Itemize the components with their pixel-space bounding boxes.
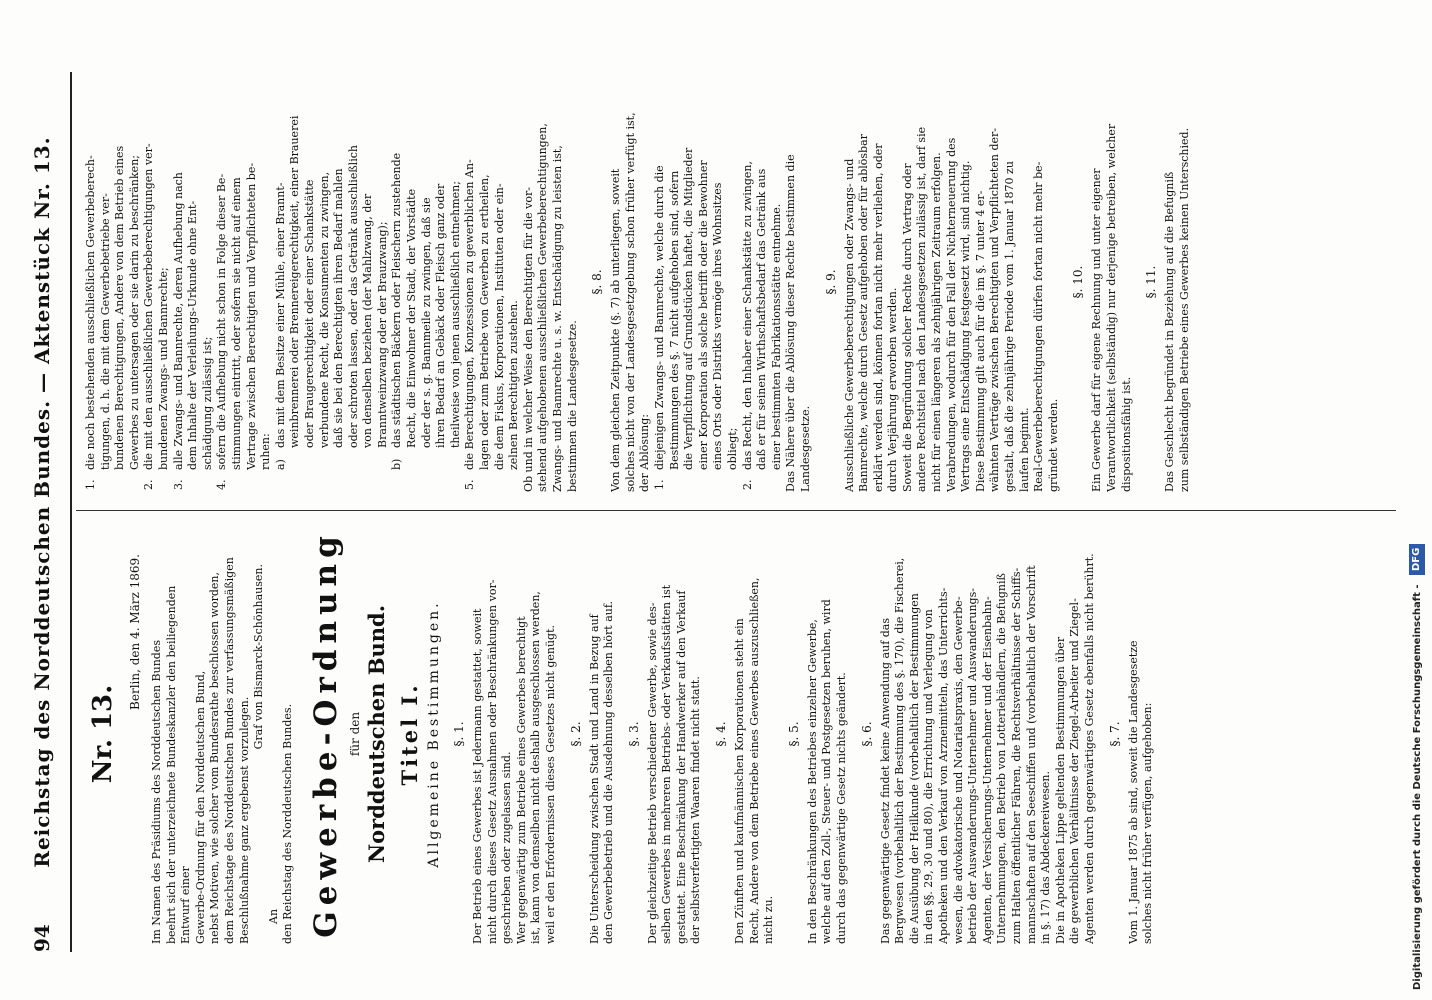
paragraph-body	[733, 524, 777, 944]
text-line: Das gegenwärtige Gesetz findet keine Anwendung auf das	[878, 617, 892, 944]
paragraph-body	[646, 524, 704, 944]
text-line: andere Rechtstitel nach den Landesgesetzen zulässig ist, darf sie	[915, 126, 929, 492]
text-line: von denselben beziehen (der Mahlzwang, der	[361, 193, 375, 448]
law-title: Gewerbe-Ordnung	[307, 530, 344, 938]
item-label: a)	[273, 459, 287, 470]
item-label: 4.	[215, 479, 229, 490]
addressee-prefix: An	[266, 908, 280, 924]
text-line: Soweit die Begründung solcher Rechte durch Vertrag oder	[900, 163, 914, 492]
text-line: die noch bestehenden ausschließlichen Gewerbeberech-	[84, 155, 97, 470]
text-line: der selbstverfertigten Waaren findet nicht statt.	[689, 676, 703, 944]
text-line: daß sie bei den Berechtigten ihren Bedarf mahlen	[332, 168, 346, 448]
column-divider	[76, 510, 1396, 511]
text-line: gestalt, daß die zehnjährige Periode vom 1. Januar 1870 zu	[1003, 161, 1017, 492]
paragraph-7-items	[84, 72, 522, 492]
text-line: Vom 1. Januar 1875 ab sind, soweit die Landesgesetze	[1126, 640, 1140, 944]
paragraph-body	[471, 524, 559, 944]
running-head-title: Reichstag des Norddeutschen Bundes.	[30, 399, 54, 868]
text-line: Die in Apotheken Lippe geltenden Bestimmungen über	[1053, 636, 1067, 944]
left-paragraphs	[452, 524, 1156, 944]
text-line: bundenen Berechtigungen, Andere von dem Betrieb eines	[113, 145, 127, 470]
text-line: eines Orts oder Distrikts vermöge ihres Wohnsitzes	[711, 182, 725, 470]
text-line: oder Braugerechtigkeit oder einer Schankstätte	[302, 179, 316, 448]
text-line: Gewerbes zu untersagen oder sie darin zu beschränken;	[127, 155, 141, 470]
text-line: obliegt;	[725, 427, 739, 470]
text-line: Vertrags eine Entschädigung festgesetzt wird, sind nichtig.	[959, 160, 973, 492]
text-line: gründet werden.	[1046, 398, 1060, 492]
text-line: Ausschließliche Gewerbeberechtigungen oder Zwangs- und	[842, 158, 856, 492]
paragraph-body	[588, 524, 617, 944]
document-number-title: Nr. 13.	[88, 684, 118, 784]
item-body	[463, 72, 521, 492]
enumerated-item	[274, 72, 391, 492]
text-line: Ob und in welcher Weise den Berechtigten für die vor-	[521, 187, 535, 492]
text-line: Bergwesen (vorbehaltlich der Bestimmung des §. 170), die Fischerei,	[893, 557, 907, 944]
text-line: Branntweinzwang oder der Brauzwang);	[375, 221, 389, 448]
text-line: sofern die Aufhebung nicht schon in Folge dieser Be-	[215, 173, 229, 470]
text-line: die Berechtigungen, Konzessionen zu gewerblichen An-	[463, 159, 477, 470]
text-line: welche auf den Zoll-, Steuer- und Postgesetzen beruhen, wird	[820, 599, 834, 944]
text-line: stehend aufgehobenen ausschließlichen Gewerbeberechtigungen,	[536, 123, 550, 492]
text-line: In den Beschränkungen des Betriebes einzelner Gewerbe,	[805, 619, 819, 944]
text-line: Der gleichzeitige Betrieb verschiedener Gewerbe, sowie des-	[645, 602, 659, 944]
law-subtitle-2: Norddeutschen Bund.	[363, 604, 389, 864]
paragraph-heading: §. 7.	[1107, 721, 1122, 747]
text-line: Real-Gewerbeberechtigungen dürfen fortan nicht mehr be-	[1032, 161, 1046, 492]
paragraph-body	[879, 524, 1098, 944]
text-line: Agenten, der Versicherungs-Unternehmer und der Eisenbahn-	[980, 596, 994, 944]
text-line: Agenten werden durch gegenwärtiges Gesetz ebenfalls nicht berührt.	[1082, 553, 1096, 944]
text-line: die mit den ausschließlichen Gewerbeberechtigungen ver-	[142, 143, 156, 470]
text-line: oder der s. g. Bannmeile zu zwingen, daß sie	[419, 197, 433, 448]
text-line: Das Nähere über die Ablösung dieser Rechte bestimmen die	[784, 154, 798, 492]
text-line: zelnen Berechtigten zustehen.	[507, 300, 521, 470]
enumerated-item	[142, 72, 171, 492]
paragraph-body	[806, 524, 850, 944]
paragraph-heading: §. 11.	[1144, 265, 1159, 299]
item-label: 1.	[84, 479, 97, 490]
text-line: Bestimmungen des §. 7 nicht aufgehoben sind, sofern	[667, 170, 681, 470]
paragraph-body	[843, 72, 1062, 492]
text-line: Der Betrieb eines Gewerbes ist Jedermann gestattet, soweit	[470, 608, 484, 944]
item-body	[653, 72, 741, 492]
text-line: mannschaften auf den Seeschiffen und (vorbehaltlich der Vorschrift	[1024, 565, 1038, 944]
text-line: die Ausübung der Heilkunde (vorbehaltlich der Bestimmungen	[907, 593, 921, 944]
text-line: der Ablösung:	[638, 414, 652, 492]
text-line: bundenen Zwangs- und Bannrechte;	[156, 267, 170, 470]
paragraph-heading: §. 2.	[568, 721, 583, 747]
text-line: den Gewerbebetrieb und die Ausdehnung desselben hört auf.	[602, 600, 616, 944]
item-body	[274, 72, 391, 492]
item-body	[172, 72, 216, 492]
text-line: wähnten Verträge zwischen Berechtigten und Verpflichteten der-	[988, 128, 1002, 492]
text-line: Wer gegenwärtig zum Betriebe eines Gewerbes berechtigt	[514, 616, 528, 944]
text-line: das städtischen Bäckern oder Fleischern zustehende	[390, 152, 404, 448]
header-rule	[70, 72, 72, 952]
item-label: 3.	[171, 479, 185, 490]
paragraph-heading: §. 1.	[451, 721, 466, 747]
text-line: zum selbständigen Betriebe eines Gewerbes keinen Unterschied.	[1177, 127, 1191, 492]
text-line: Verantwortlichkeit (selbständig) nur derjenige betreiben, welcher	[1105, 123, 1118, 492]
text-line: wesen, die advokatorische und Notariatspraxis, den Gewerbe-	[951, 596, 965, 944]
text-line: Recht, die Einwohner der Stadt, der Vorstädte	[405, 188, 419, 448]
text-line: Zwangs- und Bannrechte u. s. w. Entschädigung zu leisten ist,	[551, 145, 564, 492]
running-head	[22, 52, 66, 952]
text-line: durch Verjährung erworben werden.	[886, 287, 900, 492]
enumerated-item	[463, 72, 521, 492]
text-line: alle Zwangs- und Bannrechte, deren Aufhebung nach	[171, 172, 185, 470]
text-line: die dem Fiskus, Korporationen, Instituten oder ein-	[492, 183, 506, 470]
paragraph-body	[1090, 72, 1134, 492]
text-line: laufen beginnt.	[1017, 407, 1031, 492]
text-line: nicht zu.	[762, 895, 776, 944]
text-line: Das Geschlecht begründet in Beziehung auf die Befugniß	[1163, 171, 1177, 492]
text-line: die gewerblichen Verhältnisse der Ziegel-Arbeiter und Ziegel-	[1068, 598, 1082, 944]
text-line: Die Unterscheidung zwischen Stadt und Land in Bezug auf	[587, 614, 601, 944]
text-line: Ein Gewerbe darf für eigene Rechnung und unter eigener	[1090, 168, 1104, 492]
paragraph-heading: §. 3.	[626, 721, 641, 747]
item-label: 2.	[740, 479, 754, 490]
paragraph-heading: §. 10.	[1071, 265, 1086, 299]
text-line: in den §§. 29, 30 und 80), die Errichtung und Verlegung von	[922, 609, 936, 944]
text-line: Den Zünften und kaufmännischen Korporationen steht ein	[733, 618, 747, 944]
text-line: nicht durch dieses Gesetz Ausnahmen oder Beschränkungen vor-	[485, 579, 499, 944]
running-head-document-number: — Aktenstück Nr. 13.	[30, 136, 54, 393]
paragraph-body	[1163, 72, 1192, 492]
item-body	[390, 72, 463, 492]
item-body	[142, 72, 171, 492]
item-body	[84, 72, 142, 492]
text-line: lagen oder zum Betriebe von Gewerben zu ertheilen,	[478, 174, 492, 470]
text-line: die Verpflichtung auf Grundstücken haftet, die Mitglieder	[682, 147, 696, 470]
text-line: bestimmen die Landesgesetze.	[565, 320, 579, 492]
enumerated-item	[741, 72, 785, 492]
text-line: nebst Motiven, wie solcher vom Bundesrathe beschlossen worden,	[208, 572, 222, 944]
text-line: Unternehmungen, den Betrieb von Lotteriehändlern, die Befugniß	[995, 573, 1009, 944]
text-line: ruhen:	[259, 433, 273, 470]
text-line: dem Inhalte der Verleihungs-Urkunde ohne Ent-	[186, 200, 200, 470]
paragraph-body	[609, 72, 653, 492]
enumerated-item	[215, 72, 273, 492]
watermark-text: Digitalisierung gefördert durch die Deutsche Forschungsgemeinschaft -	[1412, 584, 1423, 990]
paragraph-heading: §. 9.	[823, 269, 838, 295]
text-line: in §. 17) das Abdeckereiwesen.	[1039, 771, 1053, 944]
text-line: dispositionsfähig ist.	[1119, 376, 1133, 492]
text-line: Gewerbe-Ordnung für den Norddeutschen Bund,	[193, 670, 207, 944]
text-line: durch das gegenwärtige Gesetz nichts geändert.	[835, 672, 849, 944]
paragraph-heading: §. 4.	[714, 721, 729, 747]
page-number: 94	[30, 924, 54, 952]
text-line: zum Halten öffentlicher Fähren, die Rechtsverhältnisse der Schiffs-	[1009, 567, 1023, 944]
text-line: ist, kann von demselben nicht deshalb ausgeschlossen werden,	[529, 591, 543, 944]
text-line: ihren Bedarf an Gebäck oder Fleisch ganz oder	[434, 183, 448, 448]
signature: Graf von Bismarck-Schönhausen.	[252, 564, 266, 750]
text-line: dem Reichstage des Norddeutschen Bundes zur verfassungsmäßigen	[222, 557, 236, 944]
text-line: solches nicht früher verfügen, aufgehoben:	[1141, 702, 1155, 944]
paragraph-7-closing	[522, 72, 580, 492]
text-line: Verabredungen, wodurch für den Fall der Nichterneuerung des	[944, 137, 958, 492]
dfg-logo: DFG	[1409, 544, 1425, 575]
text-line: Beschlußnahme ganz ergebenst vorzulegen.	[237, 696, 251, 944]
text-line: Apotheken und den Verkauf von Arzneimitteln, das Unterrichts-	[937, 587, 950, 944]
paragraph-heading: §. 5.	[786, 721, 801, 747]
enumerated-item	[390, 72, 463, 492]
text-line: selben Gewerbes in mehreren Betriebs- oder Verkaufsstätten ist	[660, 584, 674, 944]
law-subtitle-1: für den	[347, 711, 362, 757]
text-line: geschrieben oder zugelassen sind.	[500, 751, 514, 944]
dfg-watermark	[1406, 10, 1430, 990]
paragraph-tail	[784, 72, 813, 492]
right-column	[84, 72, 1192, 492]
enumerated-item	[172, 72, 216, 492]
text-line: beehrt sich der unterzeichnete Bundeskanzler den beiliegenden	[164, 585, 178, 944]
enumerated-item	[84, 72, 142, 492]
text-line: weil er den Erfordernissen dieses Gesetzes nicht genügt.	[543, 624, 557, 944]
text-line: schädigung zulässig ist;	[200, 336, 214, 470]
text-line: weinbrennerei oder Brennereigerechtigkeit, einer Brauerei	[288, 115, 302, 448]
item-label: 1.	[652, 479, 666, 490]
item-body	[741, 72, 785, 492]
text-line: daß er für seinen Wirthschaftsbedarf das Getränk aus	[755, 168, 769, 470]
text-line: betrieb der Auswanderungs-Unternehmer und Auswanderungs-	[966, 588, 980, 944]
text-line: stimmungen eintritt, oder sofern sie nicht auf einem	[229, 177, 243, 470]
text-line: solches nicht von der Landesgesetzgebung schon früher verfügt ist,	[623, 112, 637, 492]
text-line: Recht, Andere von dem Betriebe eines Gewerbes auszuschließen,	[747, 577, 761, 944]
text-line: gestattet. Eine Beschränkung der Handwerker auf den Verkauf	[674, 590, 688, 944]
text-line: verbundene Recht, die Konsumenten zu zwingen,	[317, 171, 331, 448]
section-heading: Allgemeine Bestimmungen.	[425, 600, 442, 868]
text-line: Landesgesetze.	[798, 405, 812, 492]
text-line: Vertrage zwischen Berechtigten und Verpflichteten be-	[244, 162, 258, 470]
enumerated-item	[653, 72, 741, 492]
text-line: einer bestimmten Fabrikationsstätte entnehme.	[769, 203, 783, 470]
text-line: tigungen, d. h. die mit dem Gewerbebetriebe ver-	[98, 193, 112, 470]
text-line: nicht für einen längeren als zehnjährigen Zeitraum erfolgen.	[930, 152, 944, 492]
text-line: Von dem gleichen Zeitpunkte (§. 7) ab unterliegen, soweit	[609, 168, 623, 492]
paragraph-heading: §. 8.	[590, 269, 605, 295]
text-line: oder schroten lassen, oder das Getränk ausschließlich	[346, 145, 360, 448]
item-label: 2.	[142, 479, 156, 490]
text-line: erklärt werden sind, können fortan nicht mehr verliehen, oder	[871, 143, 885, 492]
cover-letter	[150, 524, 252, 944]
left-column	[84, 524, 1156, 944]
dateline: Berlin, den 4. März 1869.	[128, 554, 142, 710]
text-line: Im Namen des Präsidiums des Norddeutschen Bundes	[150, 640, 163, 944]
paragraph-heading: §. 6.	[859, 721, 874, 747]
text-line: das mit dem Besitze einer Mühle, einer Brannt-	[273, 182, 287, 448]
right-paragraphs	[590, 72, 1192, 492]
text-line: diejenigen Zwangs- und Bannrechte, welche durch die	[652, 165, 666, 470]
text-line: Bannrechte, welche durch Gesetz aufgehoben oder für ablösbar	[857, 134, 871, 492]
titel-heading: Titel I.	[396, 682, 422, 786]
text-line: Entwurf einer	[179, 866, 193, 944]
text-line: das Recht, den Inhaber einer Schankstätte zu zwingen,	[740, 161, 754, 470]
paragraph-body	[1127, 524, 1156, 944]
text-line: theilweise von jenen ausschließlich entnehmen;	[448, 181, 462, 448]
item-label: b)	[390, 458, 404, 470]
text-line: Diese Bestimmung gilt auch für die im §. 7 unter 4 er-	[973, 190, 987, 492]
addressee: den Reichstag des Norddeutschen Bundes.	[281, 703, 295, 944]
item-body	[215, 72, 273, 492]
text-line: einer Korporation als solche betrifft oder die Bewohner	[696, 160, 710, 470]
item-label: 5.	[463, 479, 477, 490]
